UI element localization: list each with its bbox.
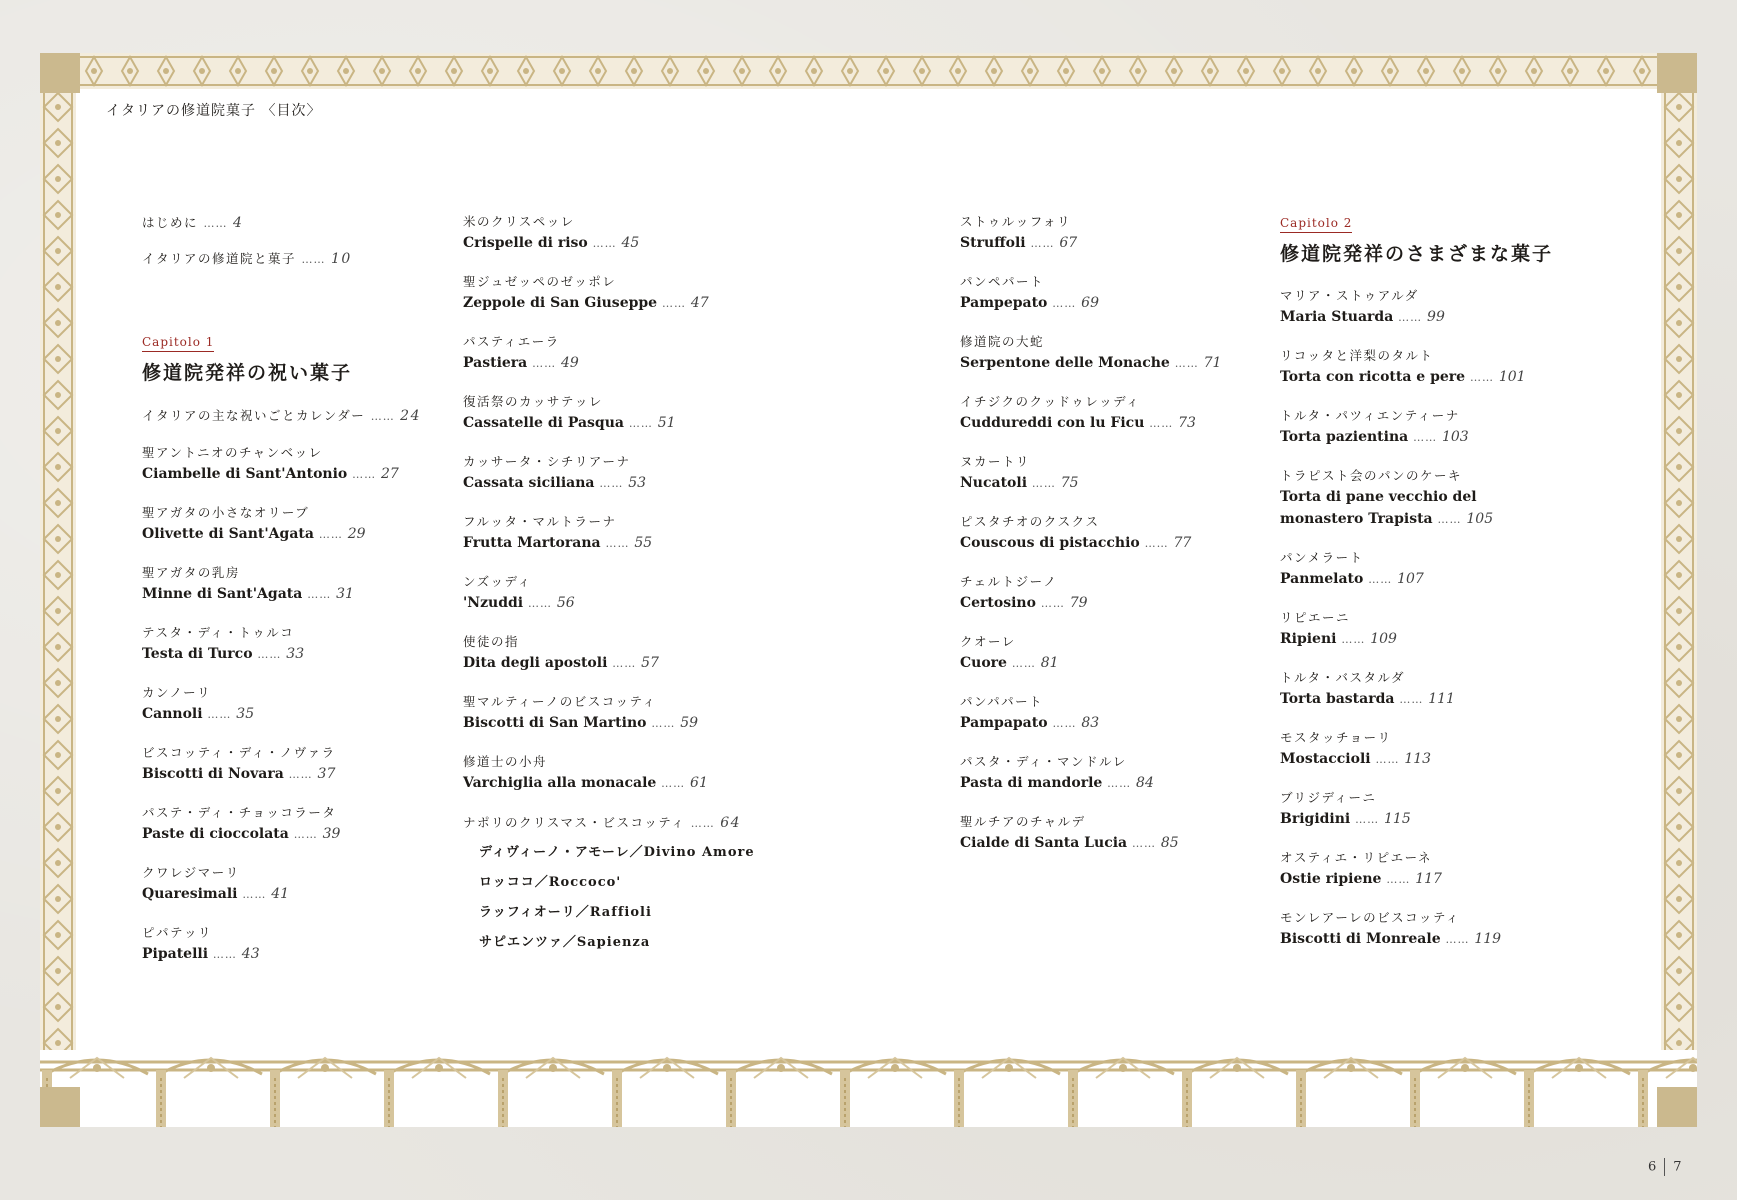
entry-italian-title: Ripieni — [1280, 631, 1337, 647]
toc-entry[interactable]: 修道士の小舟 Varchiglia alla monacale …… 61 — [463, 752, 793, 795]
toc-entry[interactable]: 復活祭のカッサテッレ Cassatelle di Pasqua …… 51 — [463, 392, 793, 435]
entry-japanese-title: カッサータ・シチリアーナ — [463, 454, 631, 469]
entry-italian-title: Frutta Martorana — [463, 535, 601, 551]
toc-entry[interactable]: パンペパート Pampepato …… 69 — [960, 272, 1290, 315]
toc-entry[interactable]: パンパパート Pampapato …… 83 — [960, 692, 1290, 735]
toc-entry[interactable]: ンズッディ 'Nzuddi …… 56 — [463, 572, 793, 615]
entry-italian-title: Cialde di Santa Lucia — [960, 835, 1128, 851]
page-number: 39 — [322, 826, 341, 842]
toc-entry[interactable]: トルタ・パツィエンティーナ Torta pazientina …… 103 — [1280, 406, 1610, 449]
entry-japanese-title: モンレアーレのビスコッティ — [1280, 910, 1460, 925]
entry-japanese-title: イチジクのクッドゥレッディ — [960, 394, 1141, 409]
entry-japanese-title: 聖ルチアのチャルデ — [960, 814, 1086, 829]
entry-japanese-title: 修道院の大蛇 — [960, 334, 1045, 349]
page-number: 37 — [317, 766, 336, 782]
entry-italian-title: Olivette di Sant'Agata — [142, 526, 314, 542]
page-number: 115 — [1384, 811, 1411, 827]
entry-italian-title: Minne di Sant'Agata — [142, 586, 303, 602]
corner-ornament-bottom-left — [40, 1087, 80, 1127]
page-number: 31 — [336, 586, 354, 602]
entry-japanese-title: フルッタ・マルトラーナ — [463, 514, 617, 529]
lace-border-top — [40, 53, 1697, 89]
toc-entry[interactable]: イチジクのクッドゥレッディ Cuddureddi con lu Ficu …… 73 — [960, 392, 1290, 435]
page-number: 45 — [621, 235, 640, 251]
page-number: 73 — [1178, 415, 1196, 431]
entry-italian-title: Cannoli — [142, 706, 203, 722]
page-number: 107 — [1397, 571, 1424, 587]
entry-japanese-title: クオーレ — [960, 634, 1016, 649]
page-number: 69 — [1081, 295, 1099, 311]
corner-ornament-top-right — [1657, 53, 1697, 93]
toc-entry[interactable]: パンメラート Panmelato …… 107 — [1280, 548, 1610, 591]
entry-japanese-title: ピパテッリ — [142, 925, 213, 940]
toc-entry[interactable]: 米のクリスペッレ Crispelle di riso …… 45 — [463, 212, 793, 255]
toc-column-2 — [463, 212, 793, 963]
toc-entry[interactable]: オスティエ・リピエーネ Ostie ripiene …… 117 — [1280, 848, 1610, 891]
page-number: 61 — [690, 775, 708, 791]
entry-italian-title: Serpentone delle Monache — [960, 355, 1170, 371]
toc-entry[interactable]: 使徒の指 Dita degli apostoli …… 57 — [463, 632, 793, 675]
toc-sub-entry[interactable]: ロッココ／Roccoco' — [479, 875, 622, 890]
lace-border-left — [40, 53, 76, 1127]
toc-entry[interactable]: クワレジマーリ Quaresimali …… 41 — [142, 863, 472, 906]
chapter-label: Capitolo 1 — [142, 335, 214, 352]
entry-italian-title: Paste di cioccolata — [142, 826, 289, 842]
entry-japanese-title: パスティエーラ — [463, 334, 560, 349]
toc-sub-entry[interactable]: ディヴィーノ・アモーレ／Divino Amore — [479, 845, 755, 860]
page-number: 75 — [1060, 475, 1079, 491]
toc-entry[interactable]: パスタ・ディ・マンドルレ Pasta di mandorle …… 84 — [960, 752, 1290, 795]
lace-border-bottom — [40, 1050, 1697, 1127]
page-number: 49 — [561, 355, 579, 371]
toc-entry[interactable]: ナポリのクリスマス・ビスコッティ …… 64 — [463, 815, 742, 831]
entry-italian-title: Pasta di mandorle — [960, 775, 1103, 791]
toc-sub-entry[interactable]: ラッフィオーリ／Raffioli — [479, 905, 652, 920]
entry-japanese-title: パステ・ディ・チョッコラータ — [142, 805, 337, 820]
entry-japanese-title: ピスタチオのクスクス — [960, 514, 1100, 529]
entry-japanese-title: ヌカートリ — [960, 454, 1031, 469]
toc-entry[interactable]: ビスコッティ・ディ・ノヴァラ Biscotti di Novara …… 37 — [142, 743, 472, 786]
entry-japanese-title: 聖マルティーノのビスコッティ — [463, 694, 657, 709]
entry-japanese-title: マリア・ストゥアルダ — [1280, 288, 1419, 303]
entry-japanese-title: パンペパート — [960, 274, 1045, 289]
running-head: イタリアの修道院菓子 〈目次〉 — [106, 103, 322, 119]
toc-entry[interactable]: クオーレ Cuore …… 81 — [960, 632, 1290, 675]
entry-italian-title: Cuore — [960, 655, 1007, 671]
entry-japanese-title: 聖アガタの乳房 — [142, 565, 240, 580]
entry-japanese-title: トルタ・バスタルダ — [1280, 670, 1406, 685]
entry-italian-title: Pampepato — [960, 295, 1048, 311]
toc-sub-entry[interactable]: サピエンツァ／Sapienza — [479, 935, 651, 950]
entry-japanese-title: 聖アントニオのチャンベッレ — [142, 445, 323, 460]
chapter-title: 修道院発祥のさまざまな菓子 — [1280, 243, 1554, 265]
entry-italian-title: Varchiglia alla monacale — [463, 775, 657, 791]
entry-italian-title: Torta pazientina — [1280, 429, 1409, 445]
toc-entry[interactable]: パスティエーラ Pastiera …… 49 — [463, 332, 793, 375]
entry-japanese-title: パスタ・ディ・マンドルレ — [960, 754, 1127, 769]
entry-italian-title: Ciambelle di Sant'Antonio — [142, 466, 348, 482]
page-number: 10 — [330, 251, 352, 267]
page-number: 27 — [381, 466, 399, 482]
toc-entry[interactable]: ピスタチオのクスクス Couscous di pistacchio …… 77 — [960, 512, 1290, 555]
toc-entry[interactable]: 修道院の大蛇 Serpentone delle Monache …… 71 — [960, 332, 1290, 375]
page-number: 51 — [657, 415, 676, 431]
entry-italian-title: 'Nzuddi — [463, 595, 524, 611]
toc-entry[interactable]: 聖ルチアのチャルデ Cialde di Santa Lucia …… 85 — [960, 812, 1290, 855]
toc-entry[interactable]: トラピスト会のパンのケーキ Torta di pane vecchio del monastero Trapista …… 105 — [1280, 468, 1494, 527]
page-number: 56 — [556, 595, 575, 611]
entry-japanese-title: ビスコッティ・ディ・ノヴァラ — [142, 745, 336, 760]
page-number: 59 — [680, 715, 699, 731]
page-number: 33 — [286, 646, 305, 662]
entry-italian-title: Pastiera — [463, 355, 528, 371]
page-folio — [1648, 1158, 1682, 1176]
entry-italian-title: Mostaccioli — [1280, 751, 1371, 767]
toc-entry[interactable]: リコッタと洋梨のタルト Torta con ricotta e pere …… 101 — [1280, 346, 1610, 389]
page-number: 113 — [1404, 751, 1432, 767]
toc-entry[interactable]: イタリアの主な祝いごとカレンダー …… 24 — [142, 408, 421, 424]
page-number: 81 — [1040, 655, 1059, 671]
page-number: 53 — [628, 475, 647, 491]
lace-border-right — [1661, 53, 1697, 1127]
corner-ornament-top-left — [40, 53, 80, 93]
entry-italian-title: Brigidini — [1280, 811, 1351, 827]
toc-column-1 — [142, 212, 472, 983]
page-number: 84 — [1136, 775, 1154, 791]
entry-italian-title: Couscous di pistacchio — [960, 535, 1140, 551]
entry-japanese-title: テスタ・ディ・トゥルコ — [142, 625, 295, 640]
toc-entry[interactable]: フルッタ・マルトラーナ Frutta Martorana …… 55 — [463, 512, 793, 555]
page-number: 71 — [1203, 355, 1222, 371]
toc-entry[interactable]: ブリジディーニ Brigidini …… 115 — [1280, 788, 1610, 831]
page-number: 55 — [634, 535, 653, 551]
entry-japanese-title: 使徒の指 — [463, 634, 520, 649]
page-number: 119 — [1474, 931, 1502, 947]
toc-entry[interactable]: 聖ジュゼッペのゼッポレ Zeppole di San Giuseppe …… 47 — [463, 272, 793, 315]
toc-entry[interactable]: ピパテッリ Pipatelli …… 43 — [142, 923, 472, 966]
entry-japanese-title: 米のクリスペッレ — [463, 214, 575, 229]
page-number: 24 — [400, 408, 421, 424]
page-number: 117 — [1415, 871, 1442, 887]
page-number: 111 — [1428, 691, 1455, 707]
entry-italian-title: Struffoli — [960, 235, 1026, 251]
page-number: 43 — [241, 946, 260, 962]
entry-italian-title: Zeppole di San Giuseppe — [463, 295, 658, 311]
entry-italian-title: Pampapato — [960, 715, 1048, 731]
entry-italian-title: Quaresimali — [142, 886, 238, 902]
toc-entry[interactable]: 聖アガタの乳房 Minne di Sant'Agata …… 31 — [142, 563, 472, 606]
page-number: 103 — [1441, 429, 1469, 445]
toc-entry[interactable]: モスタッチョーリ Mostaccioli …… 113 — [1280, 728, 1610, 771]
page-number: 83 — [1081, 715, 1100, 731]
toc-entry[interactable]: リピエーニ Ripieni …… 109 — [1280, 608, 1610, 651]
entry-italian-title: Pipatelli — [142, 946, 209, 962]
page-number: 101 — [1498, 369, 1526, 385]
toc-column-3 — [960, 212, 1290, 872]
page-number: 41 — [271, 886, 290, 902]
toc-entry[interactable]: イタリアの修道院と菓子 …… 10 — [142, 251, 352, 267]
folio-right: 7 — [1673, 1159, 1682, 1175]
toc-entry[interactable]: テスタ・ディ・トゥルコ Testa di Turco …… 33 — [142, 623, 472, 666]
entry-japanese-title: チェルトジーノ — [960, 574, 1058, 589]
toc-entry[interactable]: ヌカートリ Nucatoli …… 75 — [960, 452, 1290, 495]
chapter-title: 修道院発祥の祝い菓子 — [142, 362, 353, 384]
entry-italian-title: Cassatelle di Pasqua — [463, 415, 624, 431]
page-number: 4 — [232, 215, 244, 231]
entry-japanese-title: 復活祭のカッサテッレ — [463, 394, 603, 409]
toc-entry[interactable]: 聖アガタの小さなオリーブ Olivette di Sant'Agata …… 29 — [142, 503, 472, 546]
toc-entry[interactable]: 聖アントニオのチャンベッレ Ciambelle di Sant'Antonio …… 27 — [142, 443, 472, 486]
page-number: 29 — [347, 526, 366, 542]
page-number: 67 — [1059, 235, 1078, 251]
entry-italian-title: Testa di Turco — [142, 646, 253, 662]
entry-japanese-title: 聖ジュゼッペのゼッポレ — [463, 274, 617, 289]
toc-entry[interactable]: チェルトジーノ Certosino …… 79 — [960, 572, 1290, 615]
toc-entry[interactable]: カッサータ・シチリアーナ Cassata siciliana …… 53 — [463, 452, 793, 495]
entry-italian-title: Ostie ripiene — [1280, 871, 1382, 887]
toc-column-4 — [1280, 212, 1610, 968]
folio-left: 6 — [1648, 1159, 1657, 1175]
page-number: 105 — [1466, 511, 1494, 527]
toc-entry[interactable]: パステ・ディ・チョッコラータ Paste di cioccolata …… 39 — [142, 803, 472, 846]
entry-italian-title: Certosino — [960, 595, 1036, 611]
page-number: 85 — [1160, 835, 1179, 851]
entry-italian-title: Biscotti di Monreale — [1280, 931, 1441, 947]
page-number: 47 — [690, 295, 709, 311]
corner-ornament-bottom-right — [1657, 1087, 1697, 1127]
entry-italian-title: Maria Stuarda — [1280, 309, 1394, 325]
folio-divider — [1664, 1158, 1665, 1176]
page-number: 57 — [641, 655, 659, 671]
entry-japanese-title: ンズッディ — [463, 574, 532, 589]
entry-japanese-title: クワレジマーリ — [142, 865, 240, 880]
page-number: 79 — [1069, 595, 1088, 611]
toc-entry[interactable]: カンノーリ Cannoli …… 35 — [142, 683, 472, 726]
toc-entry[interactable]: はじめに …… 4 — [142, 215, 244, 231]
entry-italian-title: Cuddureddi con lu Ficu — [960, 415, 1145, 431]
entry-italian-title: Dita degli apostoli — [463, 655, 608, 671]
entry-japanese-title: トルタ・パツィエンティーナ — [1280, 408, 1460, 423]
page-number: 64 — [720, 815, 742, 831]
toc-entry[interactable]: モンレアーレのビスコッティ Biscotti di Monreale …… 119 — [1280, 908, 1610, 951]
entry-italian-title: Torta bastarda — [1280, 691, 1395, 707]
entry-italian-title: Nucatoli — [960, 475, 1028, 491]
entry-italian-title: Crispelle di riso — [463, 235, 588, 251]
entry-japanese-title: ストゥルッフォリ — [960, 214, 1072, 229]
entry-japanese-title: ブリジディーニ — [1280, 790, 1377, 805]
page-number: 99 — [1427, 309, 1445, 325]
toc-entry[interactable]: トルタ・バスタルダ Torta bastarda …… 111 — [1280, 668, 1610, 711]
entry-italian-title: Biscotti di San Martino — [463, 715, 647, 731]
toc-entry[interactable]: 聖マルティーノのビスコッティ Biscotti di San Martino …… 59 — [463, 692, 793, 735]
toc-entry[interactable]: マリア・ストゥアルダ Maria Stuarda …… 99 — [1280, 286, 1610, 329]
page-number: 77 — [1173, 535, 1192, 551]
entry-japanese-title: リコッタと洋梨のタルト — [1280, 348, 1434, 363]
entry-italian-title: Panmelato — [1280, 571, 1364, 587]
page-number: 109 — [1370, 631, 1397, 647]
entry-japanese-title: カンノーリ — [142, 685, 212, 700]
entry-japanese-title: パンパパート — [960, 694, 1044, 709]
entry-japanese-title: リピエーニ — [1280, 610, 1351, 625]
entry-italian-title: Cassata siciliana — [463, 475, 595, 491]
entry-japanese-title: モスタッチョーリ — [1280, 730, 1392, 745]
entry-italian-title: Torta con ricotta e pere — [1280, 369, 1466, 385]
entry-japanese-title: パンメラート — [1280, 550, 1364, 565]
entry-japanese-title: 修道士の小舟 — [463, 754, 548, 769]
page-number: 35 — [236, 706, 255, 722]
entry-japanese-title: 聖アガタの小さなオリーブ — [142, 505, 310, 520]
toc-entry[interactable]: ストゥルッフォリ Struffoli …… 67 — [960, 212, 1290, 255]
chapter-label: Capitolo 2 — [1280, 216, 1352, 233]
entry-italian-title: Biscotti di Novara — [142, 766, 284, 782]
entry-japanese-title: オスティエ・リピエーネ — [1280, 850, 1433, 865]
